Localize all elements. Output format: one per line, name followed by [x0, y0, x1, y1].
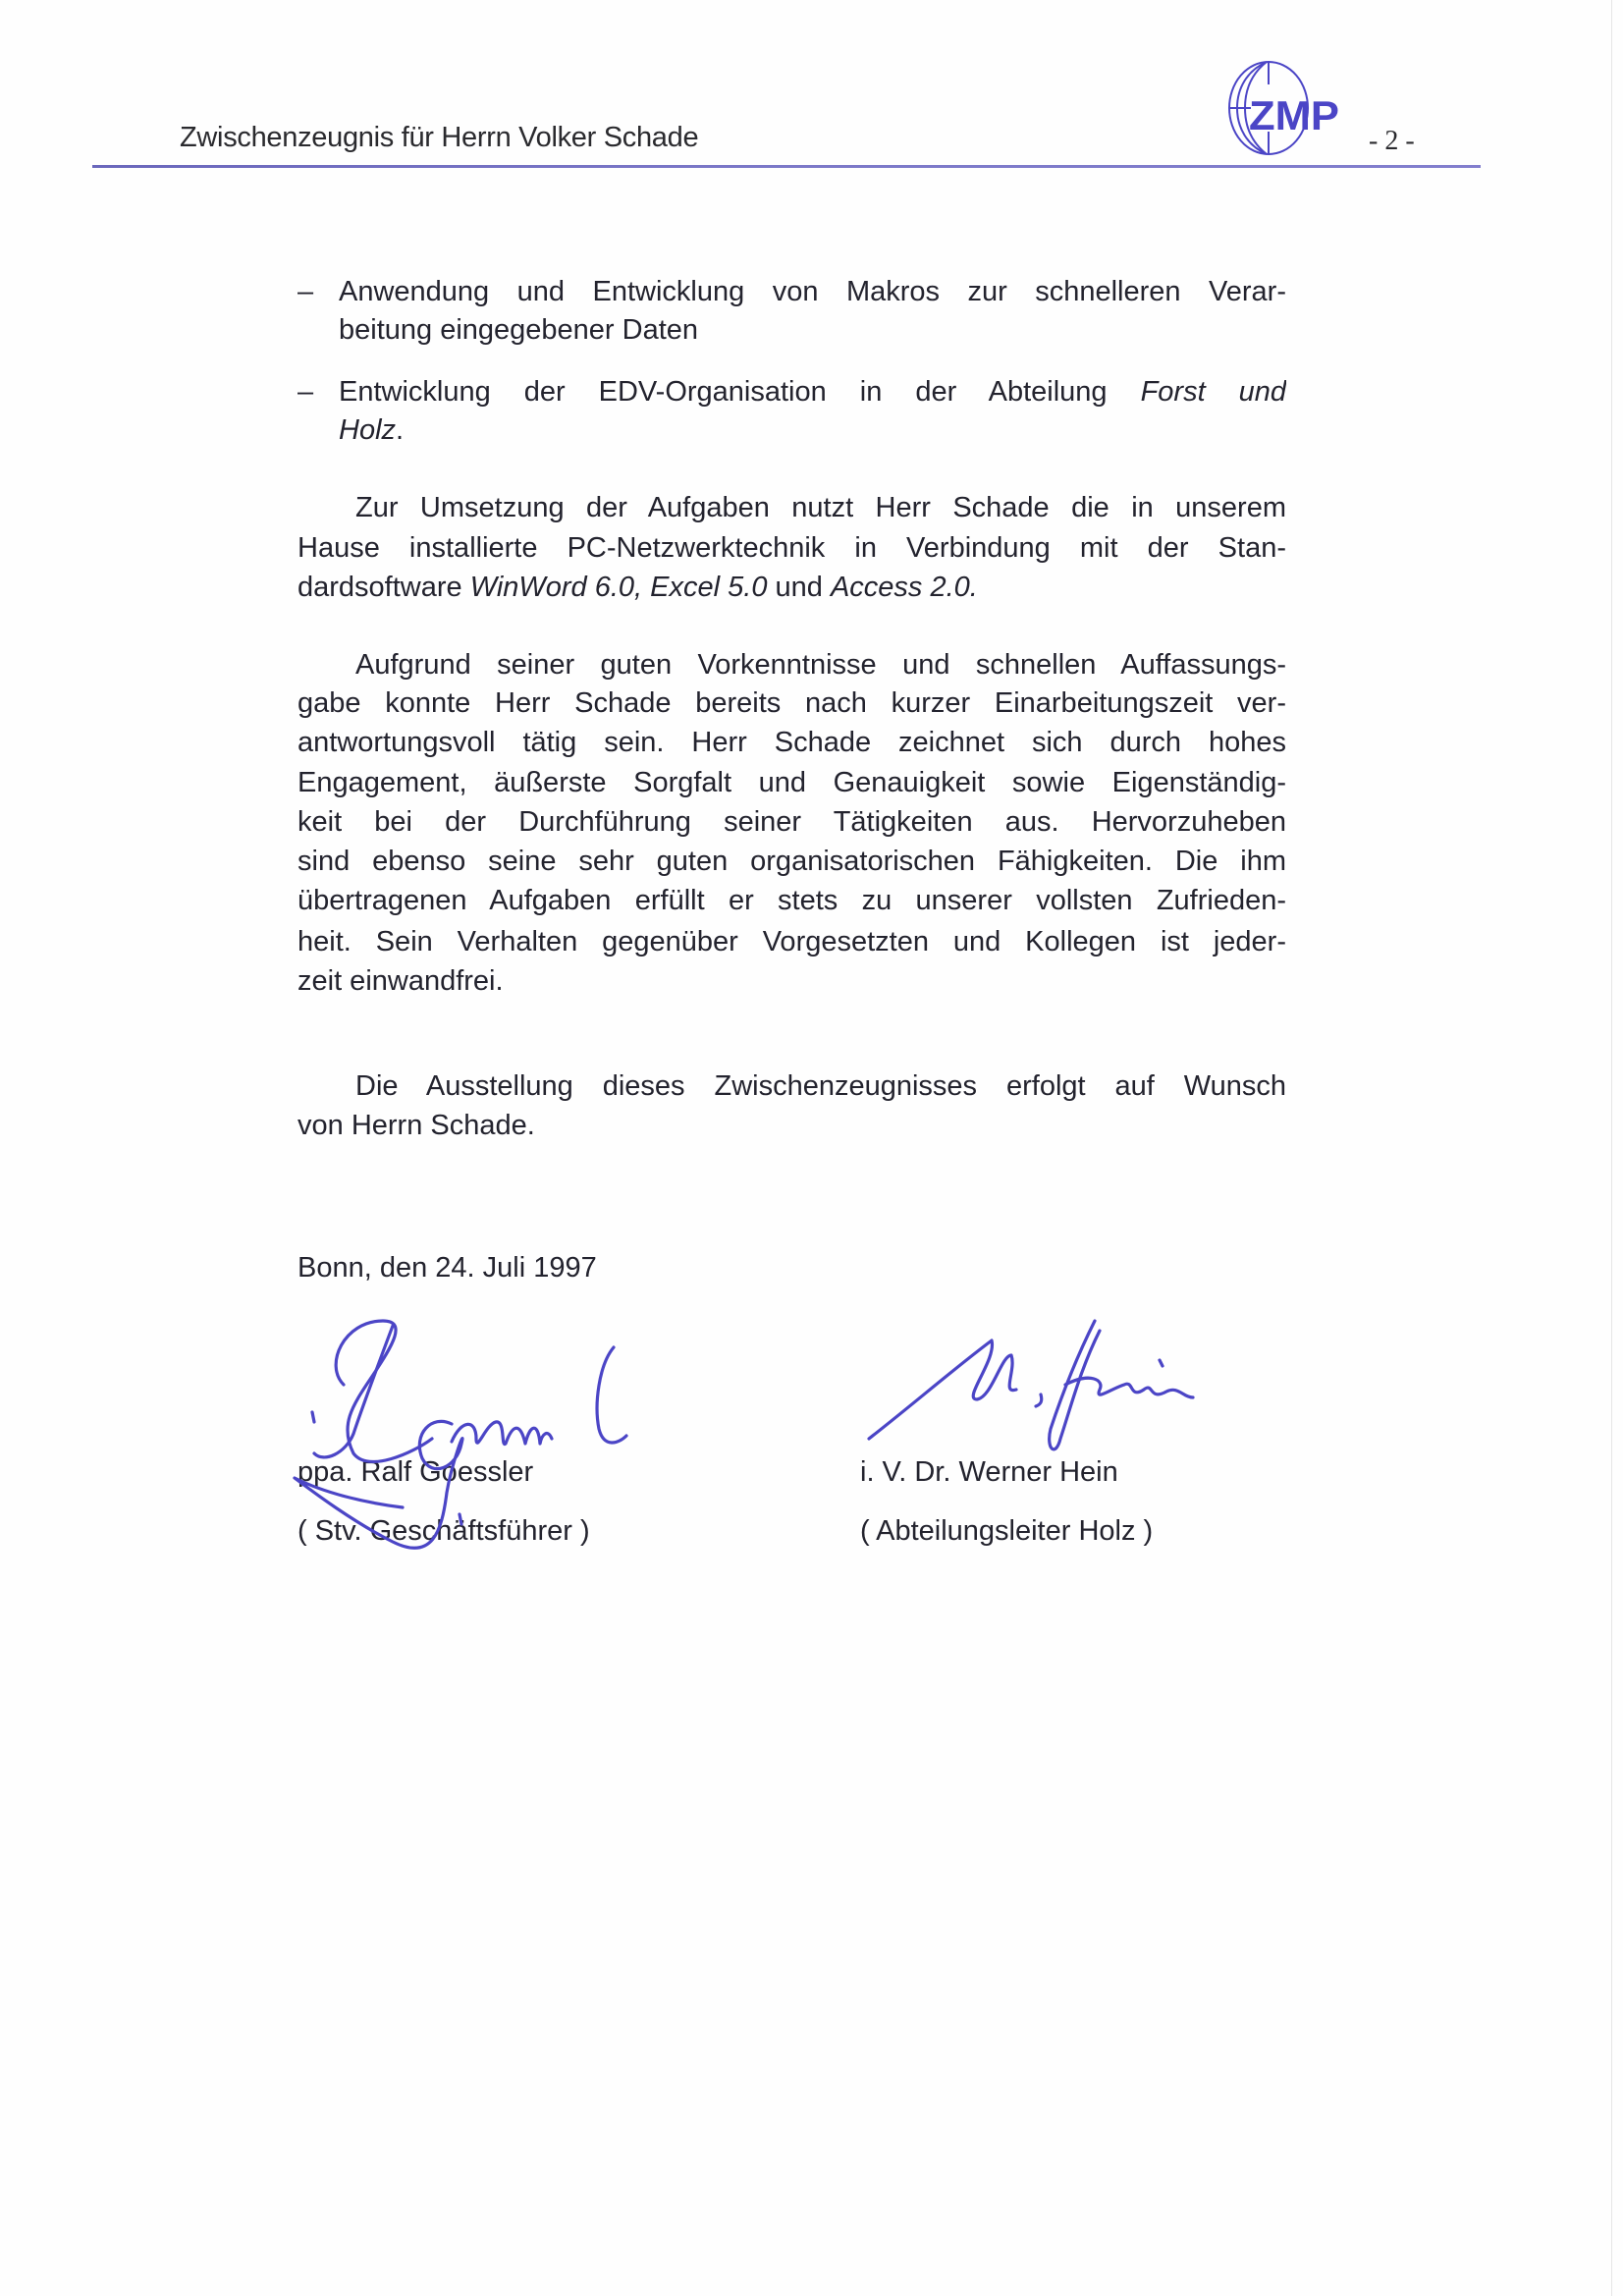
signatory-2-name: i. V. Dr. Werner Hein: [860, 1456, 1118, 1488]
page-number: - 2 -: [1369, 126, 1415, 156]
software-names: Access 2.0.: [830, 572, 978, 603]
software-paragraph-line-2: Hause installierte PC-Netzwerktechnik in Verbindung mit der Stan-: [298, 532, 1286, 564]
assessment-line: gabe konnte Herr Schade bereits nach kurzer Einarbeitungszeit ver-: [298, 687, 1286, 719]
software-names: WinWord 6.0, Excel 5.0: [469, 572, 768, 603]
bullet-2-line-1: [339, 372, 1286, 411]
software-text: und: [767, 572, 831, 603]
assessment-line: antwortungsvoll tätig sein. Herr Schade zeichnet sich durch hohes: [298, 727, 1286, 758]
bullet-dash: –: [298, 376, 314, 408]
bullet-1-line-1: Anwendung und Entwicklung von Makros zur schnelleren Verar-: [339, 276, 1286, 307]
logo-text: ZMP: [1249, 92, 1339, 138]
zmp-logo-icon: [1221, 57, 1343, 159]
place-date: Bonn, den 24. Juli 1997: [298, 1252, 597, 1284]
assessment-line: Engagement, äußerste Sorgfalt und Genauigkeit sowie Eigenständig-: [298, 767, 1286, 798]
signatory-2-role: ( Abteilungsleiter Holz ): [860, 1515, 1154, 1547]
software-paragraph-line-3: [298, 568, 978, 607]
header-title: Zwischenzeugnis für Herrn Volker Schade: [180, 122, 699, 153]
bullet-dash: –: [298, 276, 314, 307]
assessment-line: übertragenen Aufgaben erfüllt er stets zu unserer vollsten Zufrieden-: [298, 885, 1286, 916]
assessment-line: Aufgrund seiner guten Vorkenntnisse und schnellen Auffassungs-: [355, 649, 1286, 681]
request-line: von Herrn Schade.: [298, 1110, 535, 1141]
request-line: Die Ausstellung dieses Zwischenzeugnisses erfolgt auf Wunsch: [355, 1070, 1286, 1102]
signature-hein-icon: [854, 1311, 1217, 1468]
department-name-cont: Holz: [339, 414, 397, 446]
assessment-line: zeit einwandfrei.: [298, 965, 504, 997]
period: .: [396, 414, 405, 446]
assessment-line: sind ebenso seine sehr guten organisatorischen Fähigkeiten. Die ihm: [298, 846, 1286, 877]
department-name: Forst und: [1140, 376, 1286, 408]
bullet-1-line-2: beitung eingegebener Daten: [339, 314, 699, 346]
signatory-1-role: ( Stv. Geschäftsführer ): [298, 1515, 590, 1547]
bullet-2-text: Entwicklung der EDV-Organisation in der Abteilung: [339, 376, 1108, 408]
assessment-line: keit bei der Durchführung seiner Tätigkeiten aus. Hervorzuheben: [298, 806, 1286, 838]
software-text: dardsoftware: [298, 572, 470, 603]
signatory-1-name: ppa. Ralf Goessler: [298, 1456, 534, 1488]
bullet-2-line-2: [339, 410, 404, 450]
assessment-line: heit. Sein Verhalten gegenüber Vorgesetzten und Kollegen ist jeder-: [298, 926, 1286, 957]
software-paragraph-line-1: Zur Umsetzung der Aufgaben nutzt Herr Schade die in unserem: [355, 492, 1286, 523]
scan-edge: [1611, 0, 1612, 2296]
signature-goessler-icon: [285, 1306, 658, 1571]
header-divider: [92, 165, 1481, 168]
